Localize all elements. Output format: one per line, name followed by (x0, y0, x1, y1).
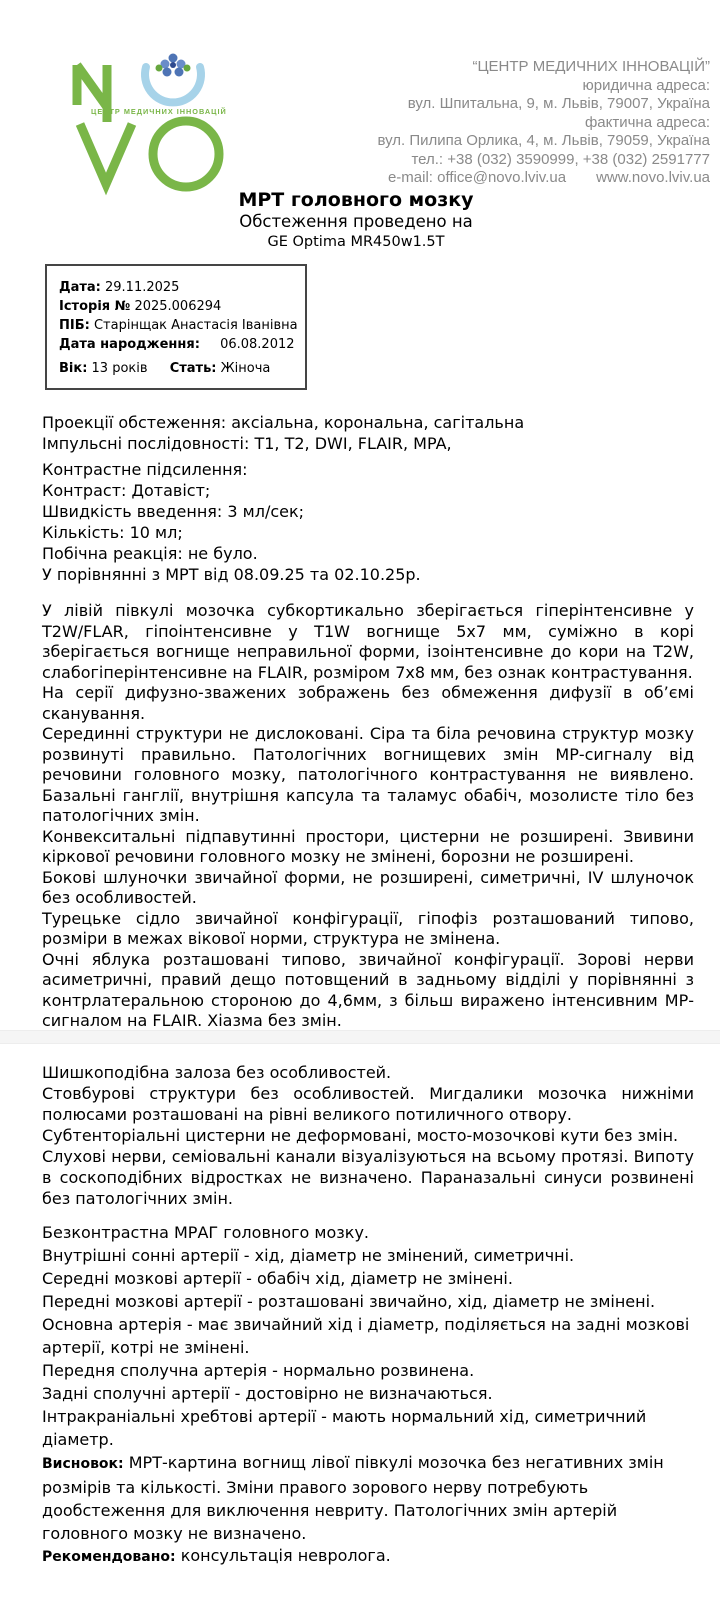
sex-value: Жіноча (220, 361, 271, 376)
finding-paragraph: Субтенторіальні цистерни не деформовані, мосто-мозочкові кути без змін. (42, 1126, 679, 1145)
age-label: Вік: (59, 361, 88, 376)
mrag-section (42, 1221, 694, 1451)
recommendation (42, 1545, 694, 1568)
findings-page2 (42, 1062, 694, 1209)
legal-address-label: юридична адреса: (582, 76, 710, 94)
date-label: Дата: (59, 280, 101, 295)
exam-projections: Проекції обстеження: аксіальна, корональна, сагітальна (42, 413, 525, 432)
birth-value: 06.08.2012 (220, 337, 295, 352)
logo-letter-v (80, 124, 132, 184)
conclusion-label: Висновок: (42, 1456, 124, 1472)
vessel-line: Передня сполучна артерія - нормально розвинена. (42, 1361, 475, 1380)
email: e-mail: office@novo.lviv.ua (387, 169, 567, 186)
title-block (0, 190, 712, 252)
report-subtitle: Обстеження проведено на (239, 212, 473, 231)
vessel-line: Внутрішні сонні артерії - хід, діаметр не змінений, симетричні. (42, 1246, 575, 1265)
conclusion-text: МРТ-картина вогнищ лівої півкулі мозочка без негативних змін розмірів та кількості. Зміни правого зорового нерву потребують дообстеження для виключення невриту. Патологічних змін артерій головного мозку не визначено. (42, 1453, 664, 1543)
conclusion (42, 1451, 694, 1545)
finding-paragraph: Слухові нерви, семіовальні канали візуалізуються на всьому протязі. Випоту в соскоподібних відростках не визначено. Параназальні синуси розвинені без патологічних змін. (42, 1147, 694, 1208)
logo-letter-o (153, 121, 219, 187)
birth-label: Дата народження: (59, 337, 200, 352)
logo-arc-o (145, 67, 201, 102)
finding-paragraph: Турецьке сідло звичайної конфігурації, гіпофіз розташований типово, розміри в межах вікової норми, структура не змінена. (42, 908, 694, 948)
finding-paragraph: Шишкоподібна залоза без особливостей. (42, 1063, 392, 1082)
recommendation-text: консультація невролога. (180, 1546, 391, 1565)
vessel-line: Передні мозкові артерії - розташовані звичайно, хід, діаметр не змінені. (42, 1292, 656, 1311)
patient-date-row (59, 278, 293, 297)
sex-label: Стать: (169, 361, 217, 376)
novo-logo (58, 52, 233, 197)
history-value: 2025.006294 (134, 299, 222, 314)
date-value: 29.11.2025 (105, 280, 180, 295)
actual-address: вул. Пилипа Орлика, 4, м. Львів, 79059, Україна (377, 132, 710, 149)
recommendation-label: Рекомендовано: (42, 1549, 176, 1565)
patient-name-row (59, 316, 298, 335)
finding-paragraph: Бокові шлуночки звичайної форми, не розширені, симетричні, IV шлуночок без особливостей. (42, 867, 694, 907)
findings-page1 (42, 601, 694, 1032)
age-value: 13 років (91, 361, 148, 376)
vessel-line: Задні сполучні артерії - достовірно не визначаються. (42, 1384, 493, 1403)
report-body-page1 (42, 412, 694, 1032)
vessel-line: Основна артерія - має звичайний хід і діаметр, поділяється на задні мозкові артерії, котрі не змінені. (42, 1315, 690, 1357)
page-break-separator (0, 1030, 720, 1044)
scanner-name: GE Optima MR450w1.5T (267, 234, 445, 250)
contrast-amount: Кількість: 10 мл; (42, 523, 183, 542)
logo-flower-icon (156, 54, 191, 77)
clinic-contact-block (280, 58, 710, 188)
patient-info-box (45, 264, 307, 390)
actual-address-label: фактична адреса: (584, 113, 710, 131)
website: www.novo.lviv.ua (596, 169, 710, 186)
org-name: “ЦЕНТР МЕДИЧНИХ ІННОВАЦІЙ” (472, 58, 710, 75)
patient-age-sex-row (59, 359, 293, 378)
finding-paragraph: Стовбурові структури без особливостей. Мигдалики мозочка нижніми полюсами розташовані на рівні великого потиличного отвору. (42, 1084, 694, 1124)
finding-paragraph: Конвекситальні підпавутинні простори, цистерни не розширені. Звивини кіркової речовини головного мозку не змінені, борозни не розширені. (42, 826, 694, 866)
comparison-note: У порівнянні з МРТ від 08.09.25 та 02.10.25р. (42, 565, 421, 584)
mrag-header: Безконтрастна МРАГ головного мозку. (42, 1223, 369, 1242)
side-reaction: Побічна реакція: не було. (42, 544, 258, 563)
patient-birth-row (59, 335, 293, 354)
contrast-header: Контрастне підсилення: (42, 460, 248, 479)
finding-paragraph: Серединні структури не дислоковані. Сіра та біла речовина структур мозку розвинуті правильно. Патологічних вогнищевих змін МР-сигналу від речовини головного мозку, патологічного контрастування не виявлено. Базальні ганглії, внутрішня капсула та таламус обабіч, мозолисте тіло без патологічних змін. (42, 724, 694, 825)
name-label: ПІБ: (59, 318, 90, 333)
report-body-page2 (42, 1062, 694, 1568)
phone-numbers: тел.: +38 (032) 3590999, +38 (032) 2591777 (411, 150, 710, 168)
vessel-line: Середні мозкові артерії - обабіч хід, діаметр не змінені. (42, 1269, 513, 1288)
finding-paragraph: У лівій півкулі мозочка субкортикально зберігається гіперінтенсивне у T2W/FLAR, гіпоінтенсивне у T1W вогнище 5х7 мм, суміжно в корі зберігається вогнище неправильної форми, ізоінтенсивне до кори на T2W, слабогіперінтенсивне на FLAIR, розміром 7х8 мм, без ознак контрастування. (42, 601, 694, 682)
contrast-agent: Контраст: Дотавіст; (42, 481, 211, 500)
history-label: Історія № (59, 299, 131, 314)
finding-paragraph: На серії дифузно-зважених зображень без обмеження дифузії в об’ємі сканування. (42, 683, 694, 723)
finding-paragraph: Очні яблука розташовані типово, звичайної конфігурації. Зорові нерви асиметричні, правий дещо потовщений в задньому відділі у порівнянні з контрлатеральною стороною до 4,6мм, з більш виражено інтенсивним МР-сигналом на FLAIR. Хіазма без змін. (42, 949, 694, 1030)
vessel-line: Інтракраніальні хребтові артерії - мають нормальний хід, симетричний діаметр. (42, 1407, 647, 1449)
logo-caption: ЦЕНТР МЕДИЧНИХ ІННОВАЦІЙ (91, 107, 227, 116)
injection-speed: Швидкість введення: 3 мл/сек; (42, 502, 305, 521)
report-title: МРТ головного мозку (238, 189, 474, 211)
patient-history-row (59, 297, 293, 316)
name-value: Старінщак Анастасія Іванівна (93, 318, 298, 333)
email-website-row (280, 169, 710, 188)
exam-sequences: Імпульсні послідовності: T1, T2, DWI, FLAIR, MPA, (42, 434, 452, 453)
legal-address: вул. Шпитальна, 9, м. Львів, 79007, Україна (407, 95, 710, 112)
